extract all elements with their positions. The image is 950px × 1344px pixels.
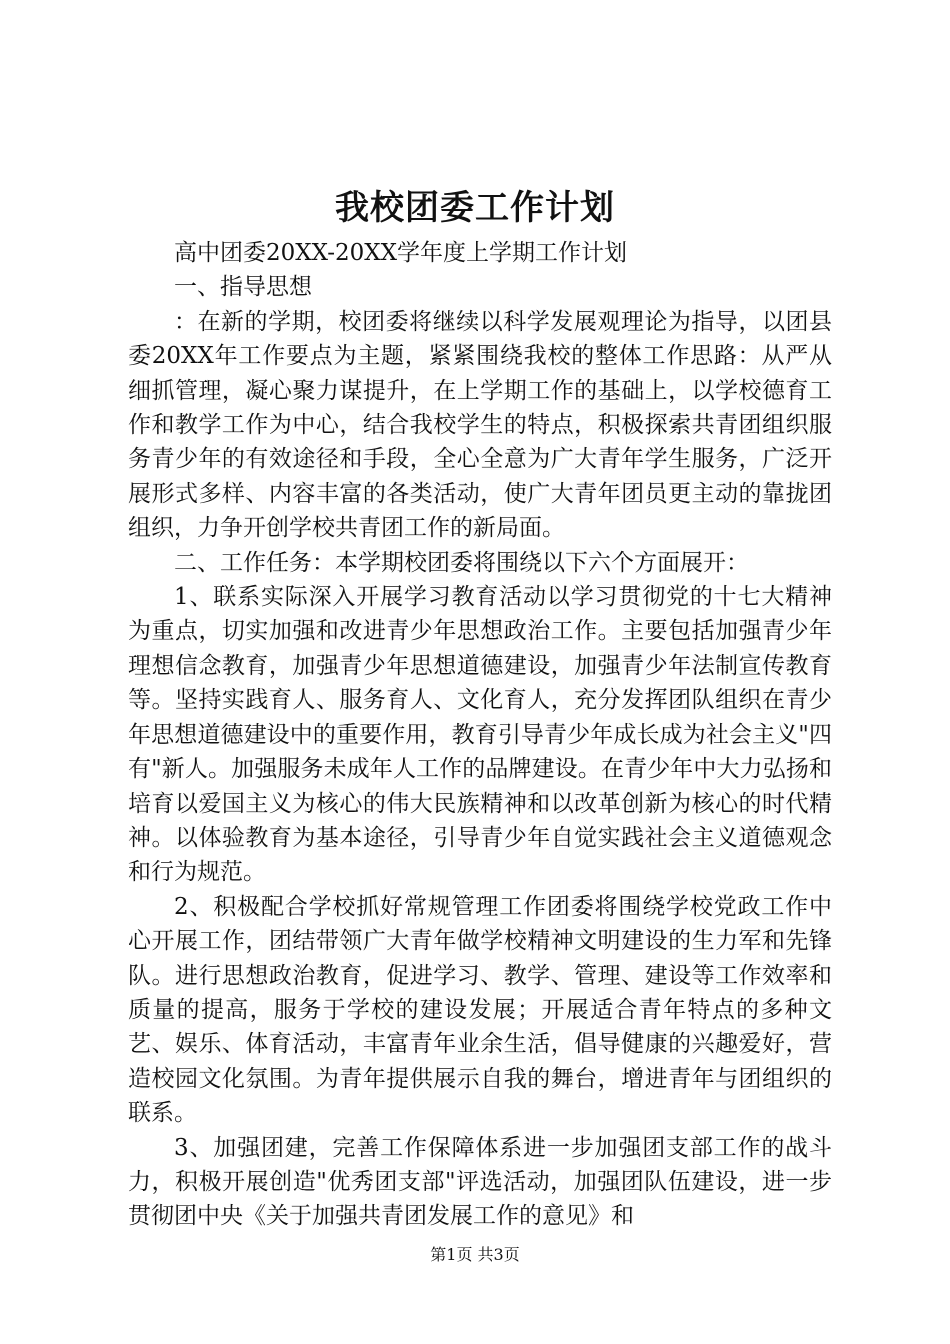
paragraph-task-2: 2、积极配合学校抓好常规管理工作团委将围绕学校党政工作中心开展工作，团结带领广大青年做学校精神文明建设的生力军和先锋队。进行思想政治教育，促进学习、教学、管理、建设等工作效率和质量的提高，服务于学校的建设发展；开展适合青年特点的多种文艺、娱乐、体育活动，丰富青年业余生活，倡导健康的兴趣爱好，营造校园文化氛围。为青年提供展示自我的舞台，增进青年与团组织的联系。 <box>128 893 832 1127</box>
paragraph-heading-tasks: 二、工作任务：本学期校团委将围绕以下六个方面展开： <box>174 549 749 576</box>
document-body <box>128 236 832 1234</box>
paragraph-heading-guiding-thought: 一、指导思想 <box>174 274 312 301</box>
page-footer: 第1页 共3页 <box>430 1245 520 1264</box>
paragraph-task-3: 3、加强团建，完善工作保障体系进一步加强团支部工作的战斗力，积极开展创造"优秀团支部"评选活动，加强团队伍建设，进一步贯彻团中央《关于加强共青团发展工作的意见》和 <box>128 1134 832 1230</box>
document-title: 我校团委工作计划 <box>335 188 615 228</box>
paragraph-subtitle: 高中团委20XX-20XX学年度上学期工作计划 <box>174 240 627 266</box>
paragraph-task-1: 1、联系实际深入开展学习教育活动以学习贯彻党的十七大精神为重点，切实加强和改进青少年思想政治工作。主要包括加强青少年理想信念教育，加强青少年思想道德建设，加强青少年法制宣传教育等。坚持实践育人、服务育人、文化育人，充分发挥团队组织在青少年思想道德建设中的重要作用，教育引导青少年成长成为社会主义"四有"新人。加强服务未成年人工作的品牌建设。在青少年中大力弘扬和培育以爱国主义为核心的伟大民族精神和以改革创新为核心的时代精神。以体验教育为基本途径，引导青少年自觉实践社会主义道德观念和行为规范。 <box>128 584 832 886</box>
paragraph-guiding-thought: ：在新的学期，校团委将继续以科学发展观理论为指导，以团县委20XX年工作要点为主题，紧紧围绕我校的整体工作思路：从严从细抓管理，凝心聚力谋提升，在上学期工作的基础上，以学校德育工作和教学工作为中心，结合我校学生的特点，积极探索共青团组织服务青少年的有效途径和手段，全心全意为广大青年学生服务，广泛开展形式多样、内容丰富的各类活动，使广大青年团员更主动的靠拢团组织，力争开创学校共青团工作的新局面。 <box>128 308 832 542</box>
